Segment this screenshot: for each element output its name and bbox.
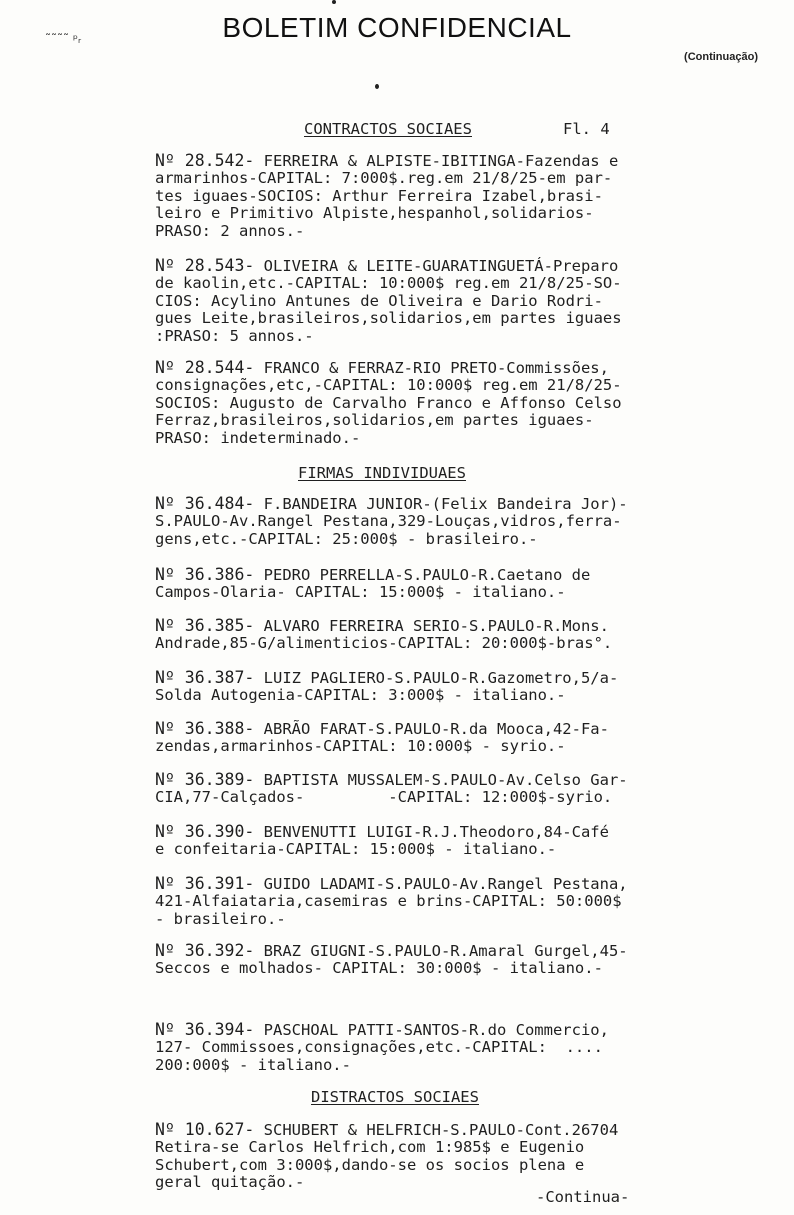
entry-line [155, 635, 612, 652]
entry-line [155, 513, 628, 530]
entry [155, 1121, 618, 1192]
entry-line [155, 823, 609, 841]
entry-line [155, 584, 590, 601]
entry-text: PRASO: indeterminado.- [155, 428, 361, 447]
entry-line [155, 257, 622, 275]
entry-text: FRANCO & FERRAZ-RIO PRETO-Commissões, [254, 359, 609, 377]
entry-text: ALVARO FERREIRA SERIO-S.PAULO-R.Mons. [254, 617, 609, 635]
entry-line [155, 566, 590, 584]
entry-text: SOCIOS: Augusto de Carvalho Franco e Affonso Celso [155, 393, 622, 412]
entry [155, 875, 628, 928]
entry-text: 127- Commissoes,consignações,etc.-CAPITAL: .... [155, 1038, 603, 1057]
entry-line [155, 359, 622, 377]
entry-line [155, 152, 618, 170]
entry-text: e confeitaria-CAPITAL: 15:000$ - italiano.- [155, 840, 557, 859]
entry-text: SCHUBERT & HELFRICH-S.PAULO-Cont.26704 [254, 1121, 619, 1139]
entry-line [155, 275, 622, 292]
entry-text: Andrade,85-G/alimenticios-CAPITAL: 20:000$-bras°. [155, 634, 613, 653]
entry-text: CIA,77-Calçados- -CAPITAL: 12:000$-syrio. [155, 788, 613, 807]
entry-text: LUIZ PAGLIERO-S.PAULO-R.Gazometro,5/a- [254, 669, 619, 687]
entry-number: Nº 36.386- [155, 565, 255, 584]
folio-number: Fl. 4 [563, 120, 610, 138]
entry-line [155, 841, 609, 858]
entry-line [155, 960, 628, 977]
entry-line [155, 875, 628, 893]
entry [155, 257, 622, 345]
entry-line [155, 293, 622, 310]
entry-number: Nº 36.388- [155, 719, 255, 738]
entry-line [155, 789, 628, 806]
entry [155, 771, 628, 807]
section-heading-distractos: DISTRACTOS SOCIAES [311, 1088, 479, 1106]
entry-text: Schubert,com 3:000$,dando-se os socios plena e [155, 1155, 585, 1174]
ink-speck [375, 84, 379, 89]
section-heading-contractos: CONTRACTOS SOCIAES [304, 120, 472, 138]
entry-line [155, 377, 622, 394]
entry-line [155, 1021, 609, 1039]
entry-line [155, 310, 622, 327]
entry-line [155, 531, 628, 548]
entry-line [155, 1121, 618, 1139]
entry-text: 200:000$ - italiano.- [155, 1055, 351, 1074]
entry-text: BRAZ GIUGNI-S.PAULO-R.Amaral Gurgel,45- [254, 942, 628, 960]
entry-line [155, 223, 618, 240]
entry-text: Retira-se Carlos Helfrich,com 1:985$ e Eugenio [155, 1138, 585, 1157]
entry-text: Ferraz,brasileiros,solidarios,em partes iguaes- [155, 411, 594, 430]
entry [155, 152, 618, 240]
entry-text: - brasileiro.- [155, 909, 286, 928]
entry-number: Nº 28.542- [155, 151, 255, 170]
entry [155, 942, 628, 978]
entry-line [155, 720, 609, 738]
entry-number: Nº 36.484- [155, 494, 255, 513]
entry-text: CIOS: Acylino Antunes de Oliveira e Dario Rodri- [155, 291, 603, 310]
entry-line [155, 205, 618, 222]
entry-text: leiro e Primitivo Alpiste,hespanhol,solidarios- [155, 204, 594, 223]
entry-number: Nº 36.391- [155, 874, 255, 893]
entry-text: zendas,armarinhos-CAPITAL: 10:000$ - syrio.- [155, 737, 566, 756]
document-title: BOLETIM CONFIDENCIAL [222, 12, 572, 43]
ink-speck [332, 0, 336, 4]
entry-line [155, 1057, 609, 1074]
entry-line [155, 687, 618, 704]
entry-text: de kaolin,etc.-CAPITAL: 10:000$ reg.em 21/8/25-SO- [155, 274, 622, 293]
entry-line [155, 617, 612, 635]
entry [155, 823, 609, 859]
entry-text: F.BANDEIRA JUNIOR-(Felix Bandeira Jor)- [254, 495, 628, 513]
entry-text: gues Leite,brasileiros,solidarios,em partes iguaes [155, 309, 622, 328]
entry-text: PASCHOAL PATTI-SANTOS-R.do Commercio, [254, 1021, 609, 1039]
entry-number: Nº 28.543- [155, 256, 255, 275]
entry-number: Nº 28.544- [155, 358, 255, 377]
entry-line [155, 738, 609, 755]
entry-text: ABRÃO FARAT-S.PAULO-R.da Mooca,42-Fa- [254, 720, 609, 738]
entry-text: consignações,etc,-CAPITAL: 10:000$ reg.em 21/8/25- [155, 376, 622, 395]
entry-text: S.PAULO-Av.Rangel Pestana,329-Louças,vidros,ferra- [155, 512, 622, 531]
entry-line [155, 669, 618, 687]
entry-number: Nº 36.387- [155, 668, 255, 687]
entry [155, 566, 590, 602]
entry-text: Campos-Olaria- CAPITAL: 15:000$ - italiano.- [155, 583, 566, 602]
entry-line [155, 188, 618, 205]
entry [155, 1021, 609, 1074]
entry-number: Nº 36.385- [155, 616, 255, 635]
entry-text: Solda Autogenia-CAPITAL: 3:000$ - italiano.- [155, 686, 566, 705]
entry-number: Nº 36.392- [155, 941, 255, 960]
entry-text: tes iguaes-SOCIOS: Arthur Ferreira Izabel,brasi- [155, 186, 603, 205]
entry-text: GUIDO LADAMI-S.PAULO-Av.Rangel Pestana, [254, 875, 628, 893]
entry-line [155, 1157, 618, 1174]
section-heading-firmas: FIRMAS INDIVIDUAES [298, 464, 466, 482]
entry [155, 495, 628, 548]
entry-text: geral quitação.- [155, 1173, 305, 1192]
entry-text: BENVENUTTI LUIGI-R.J.Theodoro,84-Café [254, 823, 609, 841]
entry-line [155, 170, 618, 187]
entry-text: FERREIRA & ALPISTE-IBITINGA-Fazendas e [254, 152, 619, 170]
entry [155, 720, 609, 756]
entry [155, 617, 612, 653]
continua-footer: -Continua- [536, 1188, 630, 1206]
entry-line [155, 771, 628, 789]
entry-line [155, 430, 622, 447]
entry-number: Nº 10.627- [155, 1120, 255, 1139]
entry [155, 669, 618, 705]
entry-number: Nº 36.394- [155, 1020, 255, 1039]
entry-line [155, 412, 622, 429]
entry-text: BAPTISTA MUSSALEM-S.PAULO-Av.Celso Gar- [254, 771, 628, 789]
entry-line [155, 495, 628, 513]
entry-text: gens,etc.-CAPITAL: 25:000$ - brasileiro.- [155, 529, 538, 548]
entry-line [155, 1139, 618, 1156]
entry-text: PEDRO PERRELLA-S.PAULO-R.Caetano de [254, 566, 591, 584]
entry-line [155, 911, 628, 928]
entry-text: OLIVEIRA & LEITE-GUARATINGUETÁ-Preparo [254, 257, 619, 275]
entry-line [155, 1039, 609, 1056]
entry-line [155, 328, 622, 345]
continuation-label: (Continuação) [684, 51, 758, 63]
entry-number: Nº 36.390- [155, 822, 255, 841]
entry-line [155, 893, 628, 910]
entry-text: 421-Alfaiataria,casemiras e brins-CAPITAL: 50:000$ [155, 892, 622, 911]
entry-line [155, 395, 622, 412]
margin-mark: ˜˜˜˜ ᵖᵣ [45, 32, 82, 46]
entry-text: armarinhos-CAPITAL: 7:000$.reg.em 21/8/25-em par- [155, 169, 613, 188]
entry-text: Seccos e molhados- CAPITAL: 30:000$ - italiano.- [155, 959, 603, 978]
entry [155, 359, 622, 447]
entry-text: PRASO: 2 annos.- [155, 221, 305, 240]
entry-text: :PRASO: 5 annos.- [155, 326, 314, 345]
entry-number: Nº 36.389- [155, 770, 255, 789]
entry-line [155, 942, 628, 960]
